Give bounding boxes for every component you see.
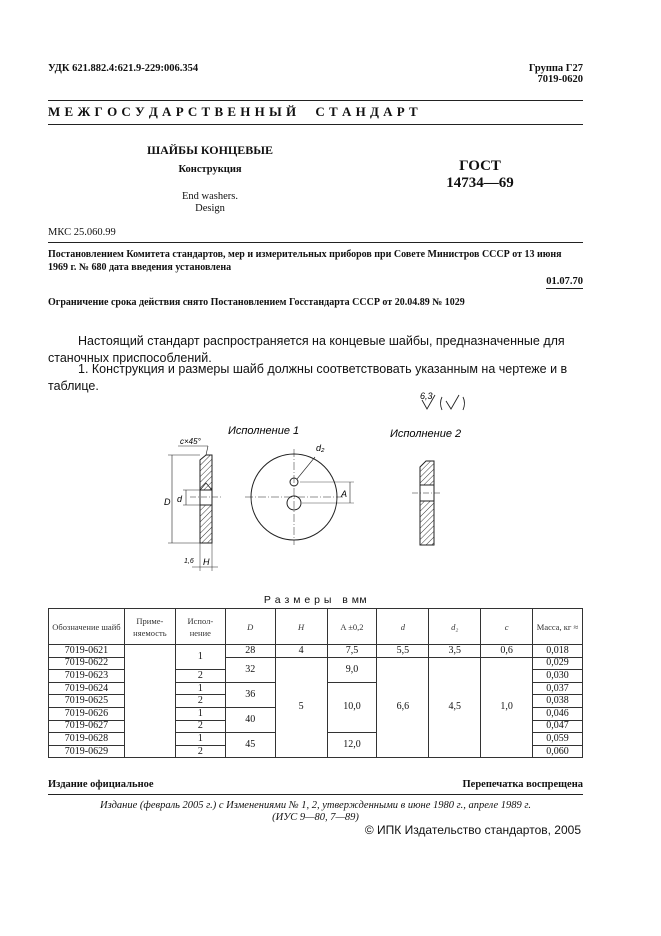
dimension-H: H [203,557,210,567]
D-cell: 40 [225,707,275,732]
mass-cell: 0,046 [533,707,583,720]
document-subtitle: Конструкция [178,164,242,175]
design-paragraph: 1. Конструкция и размеры шайб должны соответствовать указанным на чертеже и в таблице. [48,362,568,393]
designation-cell: 7019-0621 [49,645,125,658]
designation-cell: 7019-0625 [49,695,125,708]
roughness-1-6: 1,6 [184,558,194,565]
d-cell: 6,6 [377,657,429,758]
c-cell: 0,6 [481,645,533,658]
version-cell: 1 [175,707,225,720]
designation-cell: 7019-0628 [49,733,125,746]
d-cell: 5,5 [377,645,429,658]
mass-cell: 0,030 [533,670,583,683]
version-cell: 1 [175,645,225,670]
edition-info: Издание (февраль 2005 г.) с Изменениями № 1, 2, утвержденными в июне 1980 г., апреле 1989 г. [100,800,531,811]
title-rule [48,242,583,243]
dimensions-table [48,608,583,758]
D-cell: 28 [225,645,275,658]
version-cell: 1 [175,682,225,695]
header-designation: Обозначение шайб [49,609,125,645]
interstate-standard-banner: М Е Ж Г О С У Д А Р С Т В Е Н Н Ы Й С Т А Н Д А Р Т [48,104,419,119]
reprint-notice: Перепечатка воспрещена [462,779,583,790]
header-A: A ±0,2 [327,609,377,645]
designation-cell: 7019-0626 [49,707,125,720]
mass-cell: 0,059 [533,733,583,746]
footer-rule [48,794,583,795]
mks-code: МКС 25.060.99 [48,227,116,238]
top-rule [48,100,583,101]
table-caption: Р а з м е р ы в мм [263,594,368,606]
edition-ius: (ИУС 9—80, 7—89) [272,812,359,823]
roughness-symbol [420,391,465,410]
A-cell: 7,5 [327,645,377,658]
english-subtitle: Design [195,203,225,214]
version-cell: 2 [175,720,225,733]
dimension-D: D [164,497,171,507]
version-1-front-view [245,443,354,545]
table-row [49,645,583,658]
designation-cell: 7019-0627 [49,720,125,733]
scope-paragraph: Настоящий стандарт распространяется на концевые шайбы, предназначенные для станочных приспособлений. [48,334,565,365]
mass-cell: 0,018 [533,645,583,658]
mass-cell: 0,047 [533,720,583,733]
header-H: H [275,609,327,645]
decree-text: Постановлением Комитета стандартов, мер и измерительных приборов при Совете Министров СССР от 13 июня 1969 г. № 680 дата введения установлена [48,249,562,273]
D-cell: 36 [225,682,275,707]
version-cell: 1 [175,733,225,746]
header-c: c [481,609,533,645]
udc-code: УДК 621.882.4:621.9-229:006.354 [48,63,199,74]
dimension-d2: d₂ [316,443,325,453]
header-d2: d₂ [429,609,481,645]
D-cell: 32 [225,657,275,682]
effective-date: 01.07.70 [546,276,583,287]
D-cell: 45 [225,733,275,758]
header-mass: Масса, кг ≈ [533,609,583,645]
official-edition: Издание официальное [48,779,154,790]
dimension-d: d [177,494,183,504]
mass-cell: 0,037 [533,682,583,695]
mass-cell: 0,029 [533,657,583,670]
applicability-cell [124,645,175,758]
d2-cell: 4,5 [429,657,481,758]
c-cell: 1,0 [481,657,533,758]
header-version: Испол- нение [175,609,225,645]
header-D: D [225,609,275,645]
classifier-code: 7019-0620 [537,74,583,85]
group-code: Группа Г27 [528,63,583,74]
roughness-value: 6,3 [420,391,433,401]
copyright: © ИПК Издательство стандартов, 2005 [364,823,581,837]
gost-number: 14734—69 [446,175,514,191]
document-title: ШАЙБЫ КОНЦЕВЫЕ [146,143,274,157]
designation-cell: 7019-0629 [49,745,125,758]
header-applicability: Приме- няемость [124,609,175,645]
chamfer-label: c×45° [180,437,201,446]
designation-cell: 7019-0624 [49,682,125,695]
A-cell: 12,0 [327,733,377,758]
version-1-section [164,437,222,571]
version-2-label: Исполнение 2 [390,428,462,440]
english-title: End washers. [182,191,238,202]
designation-cell: 7019-0623 [49,670,125,683]
version-2-section [412,461,442,545]
d2-cell: 3,5 [429,645,481,658]
version-cell: 2 [175,670,225,683]
gost-label: ГОСТ [459,158,501,174]
A-cell: 10,0 [327,682,377,732]
header-d: d [377,609,429,645]
dimension-A: A [341,489,348,499]
A-cell: 9,0 [327,657,377,682]
H-cell: 5 [275,657,327,758]
restriction-text: Ограничение срока действия снято Постановлением Госстандарта СССР от 20.04.89 № 1029 [48,297,465,308]
banner-rule [48,124,583,125]
version-cell: 2 [175,745,225,758]
designation-cell: 7019-0622 [49,657,125,670]
H-cell: 4 [275,645,327,658]
washer-drawing [150,385,480,575]
mass-cell: 0,038 [533,695,583,708]
version-cell: 2 [175,695,225,708]
version-1-label: Исполнение 1 [228,425,300,437]
mass-cell: 0,060 [533,745,583,758]
